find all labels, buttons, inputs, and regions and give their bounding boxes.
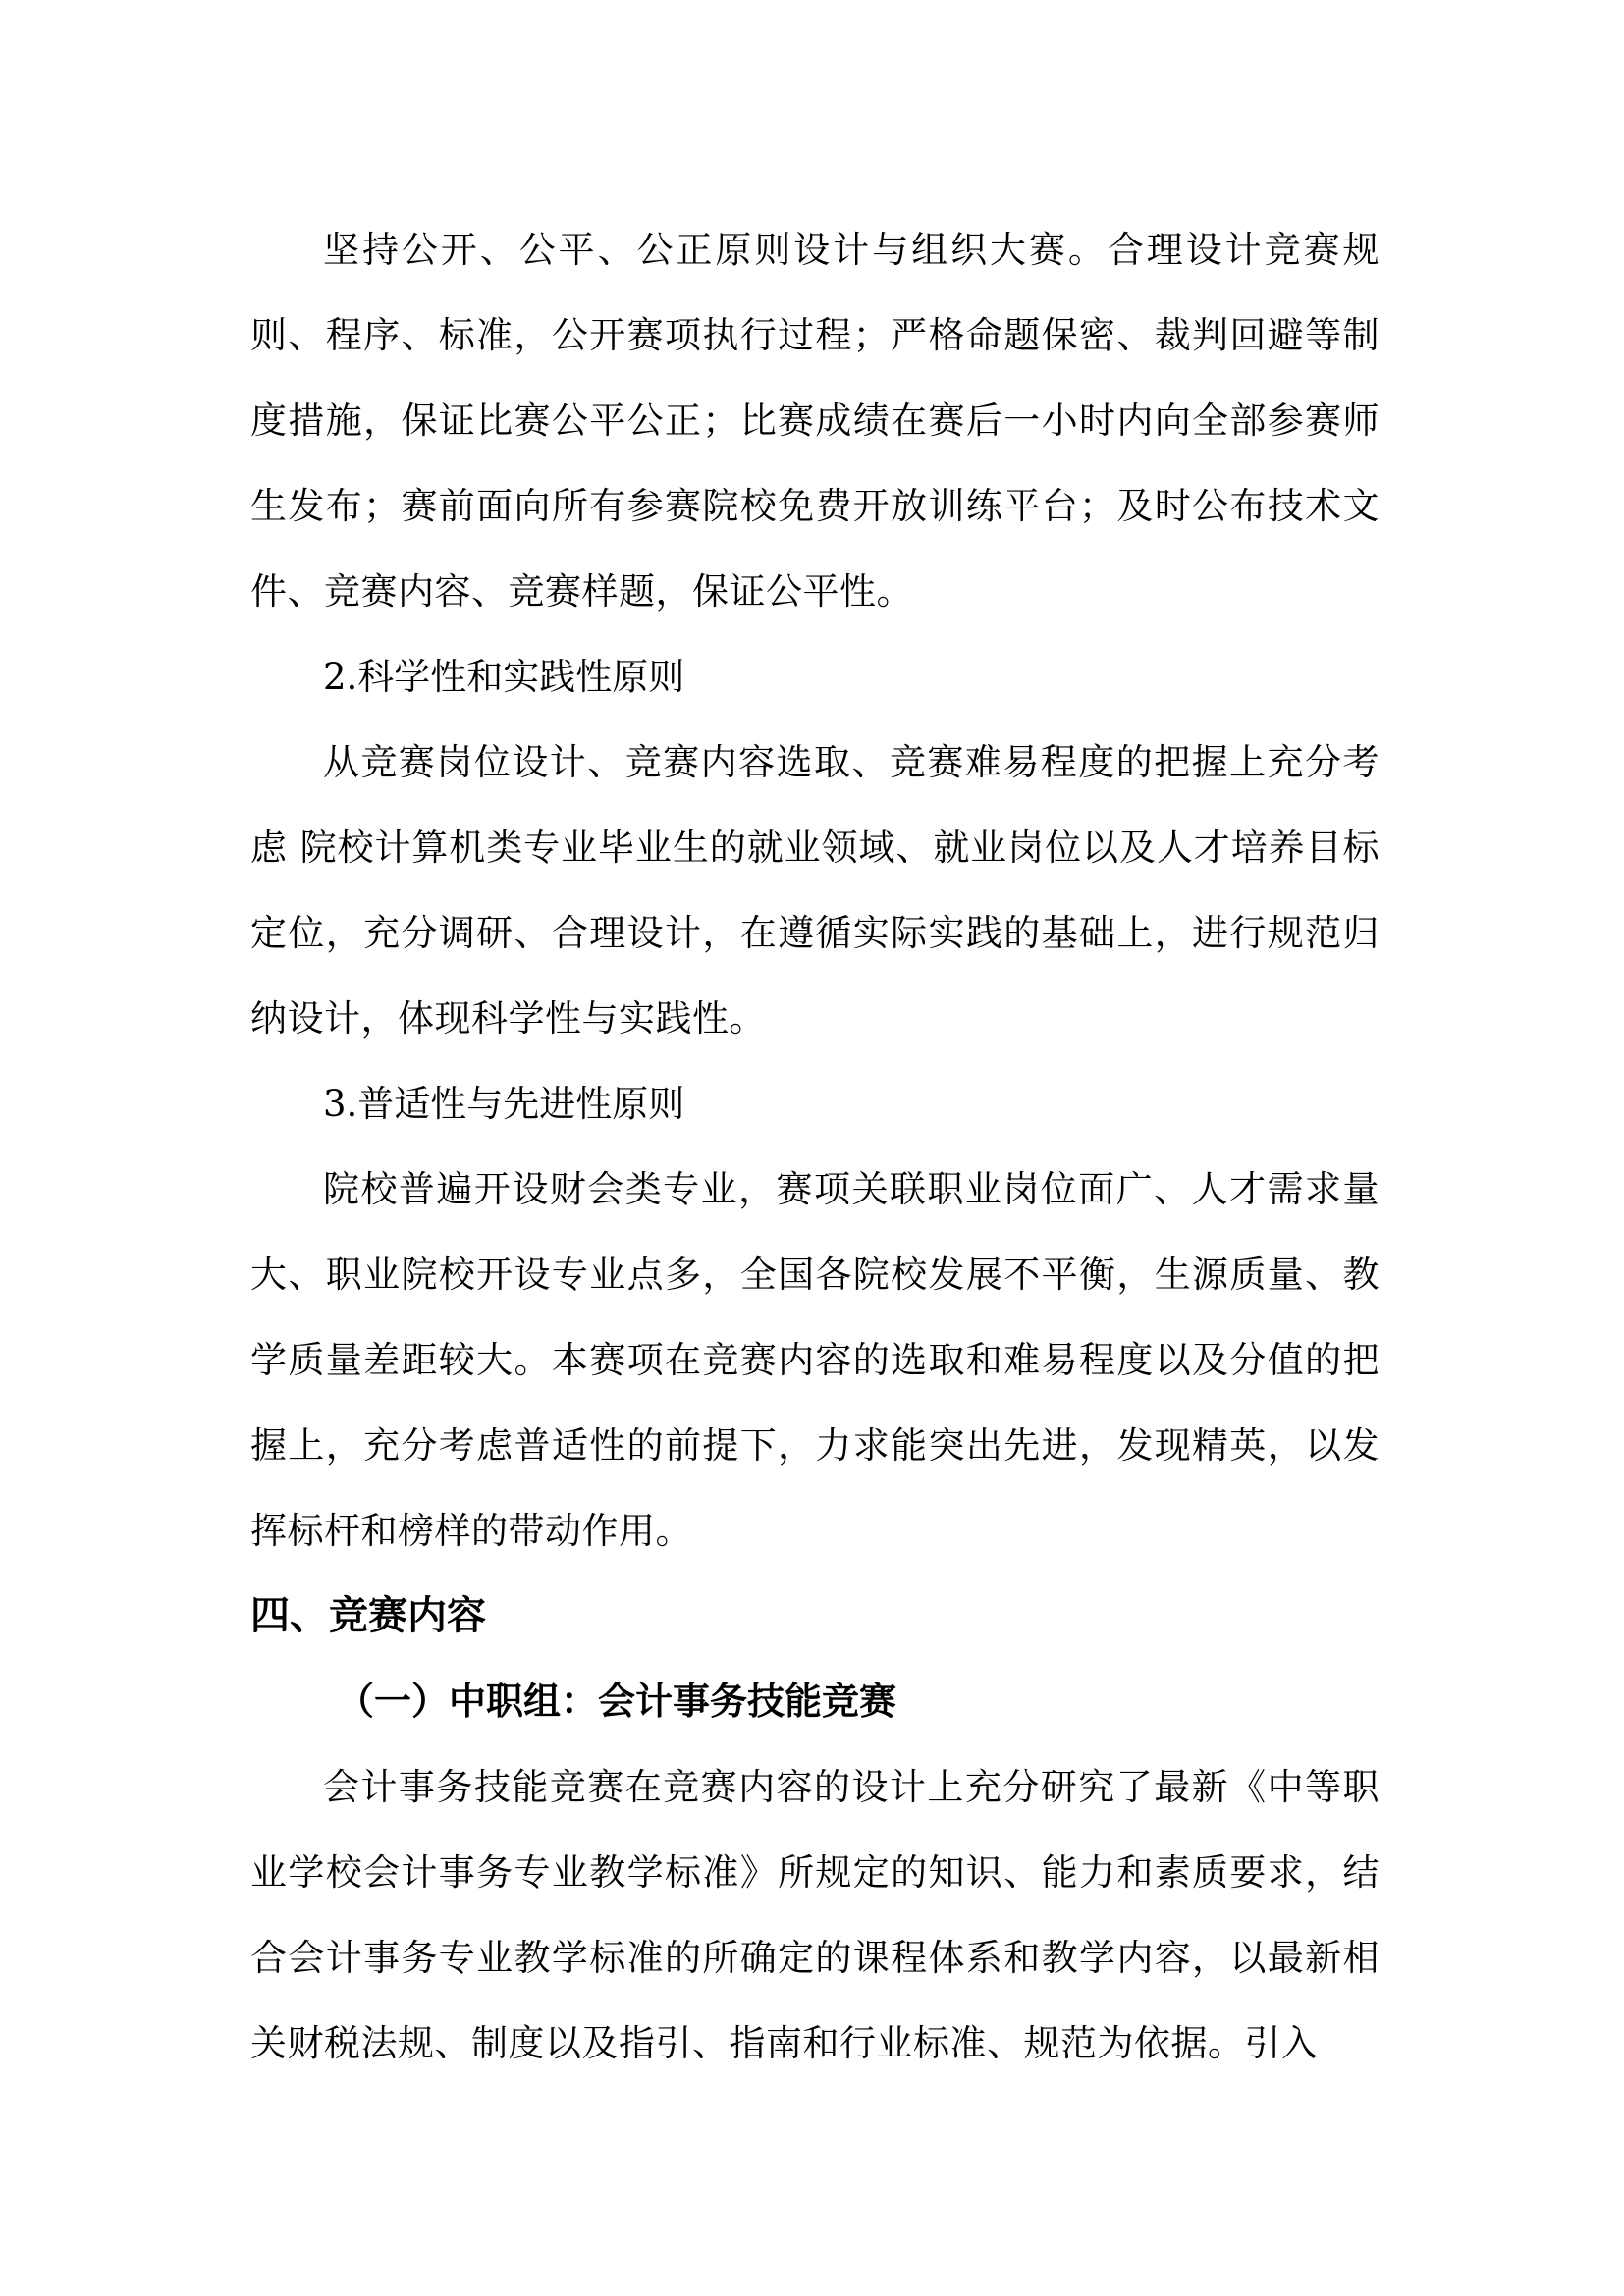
principle-3-heading: 3.普适性与先进性原则 [323,1083,685,1125]
document-body [250,207,1380,2086]
section-4-heading: 四、竞赛内容 [250,1593,486,1638]
subsection-1-heading: （一）中职组：会计事务技能竞赛 [337,1680,897,1723]
accounting-contest-paragraph: 会计事务技能竞赛在竞赛内容的设计上充分研究了最新《中等职业学校会计事务专业教学标准》所规定的知识、能力和素质要求，结合会计事务专业教学标准的所确定的课程体系和教学内容，以最新相关财税法规、制度以及指引、指南和行业标准、规范为依据。引入 [250,1766,1380,2064]
scientific-paragraph: 从竞赛岗位设计、竞赛内容选取、竞赛难易程度的把握上充分考虑 院校计算机类专业毕业生的就业领域、就业岗位以及人才培养目标定位，充分调研、合理设计，在遵循实际实践的基础上，进行规范归纳设计，体现科学性与实践性。 [250,741,1380,1040]
universality-paragraph: 院校普遍开设财会类专业，赛项关联职业岗位面广、人才需求量大、职业院校开设专业点多，全国各院校发展不平衡，生源质量、教学质量差距较大。本赛项在竞赛内容的选取和难易程度以及分值的把握上，充分考虑普适性的前提下，力求能突出先进，发现精英，以发挥标杆和榜样的带动作用。 [250,1168,1380,1552]
fairness-paragraph: 坚持公开、公平、公正原则设计与组织大赛。合理设计竞赛规则、程序、标准，公开赛项执行过程；严格命题保密、裁判回避等制度措施，保证比赛公平公正；比赛成绩在赛后一小时内向全部参赛师生发布；赛前面向所有参赛院校免费开放训练平台；及时公布技术文件、竞赛内容、竞赛样题，保证公平性。 [250,229,1380,613]
principle-2-heading: 2.科学性和实践性原则 [323,656,685,698]
